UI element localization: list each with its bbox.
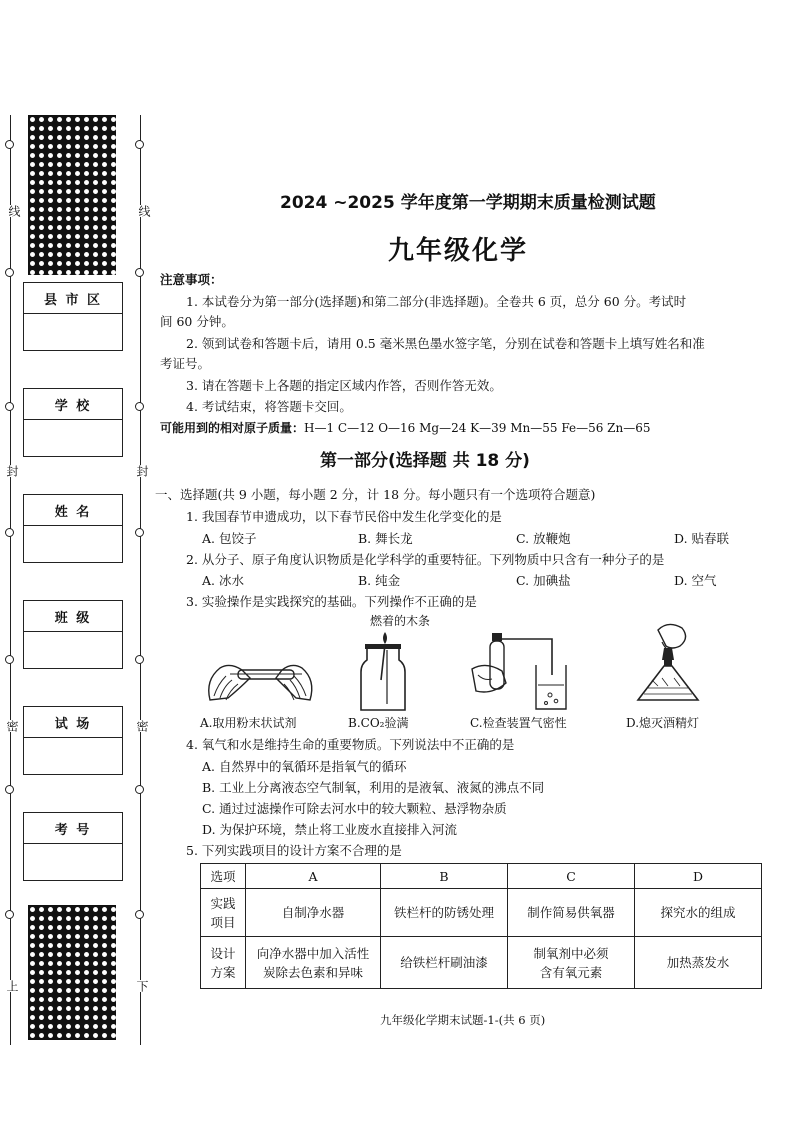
question-stem: 3. 实验操作是实践探究的基础。下列操作不正确的是 <box>186 594 477 609</box>
field-blank[interactable] <box>24 314 122 350</box>
margin-hole <box>5 655 14 664</box>
row-label: 项目 <box>210 914 236 930</box>
margin-hole <box>5 785 14 794</box>
option[interactable]: D. 空气 <box>674 573 717 588</box>
option[interactable]: A. 冰水 <box>202 573 244 588</box>
notice-line: 4. 考试结束，将答题卡交回。 <box>186 399 352 414</box>
margin-hole <box>135 785 144 794</box>
figure-co2-test <box>355 628 415 714</box>
dot-pattern-top <box>28 115 116 275</box>
notice-heading: 注意事项： <box>160 272 223 287</box>
margin-char: 线 <box>7 205 21 217</box>
cell-line: 含有氧元素 <box>539 964 603 980</box>
option[interactable]: D. 贴春联 <box>674 531 730 546</box>
notice-line: 2. 领到试卷和答题卡后，请用 0.5 毫米黑色墨水签字笔，分别在试卷和答题卡上填写姓名和准 <box>186 336 705 351</box>
margin-hole <box>5 910 14 919</box>
table-cell: 自制净水器 <box>246 889 381 937</box>
margin-line-left <box>10 115 11 1045</box>
field-exam-room <box>23 706 123 775</box>
option[interactable]: B. 纯金 <box>358 573 401 588</box>
table-cell <box>508 937 635 989</box>
table-header-cell: B <box>381 864 508 889</box>
row-label: 方案 <box>210 964 236 980</box>
field-class <box>23 600 123 669</box>
row-label: 设计 <box>210 945 236 961</box>
cell-line: 向净水器中加入活性 <box>256 945 370 961</box>
figure-airtight-check <box>462 625 572 715</box>
field-label: 班 级 <box>24 601 122 632</box>
field-label: 考 号 <box>24 813 122 844</box>
margin-line-right <box>140 115 141 1045</box>
atomic-mass-line <box>160 419 651 436</box>
row-label-cell <box>201 937 246 989</box>
option[interactable]: B. 工业上分离液态空气制氧，利用的是液氧、液氮的沸点不同 <box>202 780 545 795</box>
atomic-mass-label: 可能用到的相对原子质量： <box>160 421 305 435</box>
margin-hole <box>5 402 14 411</box>
table-header-cell: C <box>508 864 635 889</box>
figure-caption[interactable]: B.CO₂验满 <box>348 716 409 730</box>
option[interactable]: A. 自然界中的氧循环是指氧气的循环 <box>202 759 407 774</box>
field-exam-number <box>23 812 123 881</box>
atomic-mass-values: H—1 C—12 O—16 Mg—24 K—39 Mn—55 Fe—56 Zn—65 <box>304 421 651 435</box>
table-cell <box>246 937 381 989</box>
table-cell <box>635 937 762 989</box>
field-blank[interactable] <box>24 526 122 562</box>
field-county <box>23 282 123 351</box>
margin-hole <box>5 268 14 277</box>
field-label: 学 校 <box>24 389 122 420</box>
field-blank[interactable] <box>24 632 122 668</box>
figure-alcohol-lamp <box>628 620 708 712</box>
question-stem: 4. 氧气和水是维持生命的重要物质。下列说法中不正确的是 <box>186 737 515 752</box>
option[interactable]: A. 包饺子 <box>202 531 257 546</box>
table-cell: 制作简易供氧器 <box>508 889 635 937</box>
table-cell: 铁栏杆的防锈处理 <box>381 889 508 937</box>
question-stem: 5. 下列实践项目的设计方案不合理的是 <box>186 843 402 858</box>
margin-char: 上 <box>5 980 19 992</box>
figure-caption[interactable]: A.取用粉末状试剂 <box>200 716 297 730</box>
margin-char: 封 <box>135 465 149 477</box>
field-blank[interactable] <box>24 738 122 774</box>
field-label: 县 市 区 <box>24 283 122 314</box>
figure-note: 燃着的木条 <box>370 614 431 628</box>
table-header-cell: D <box>635 864 762 889</box>
question-stem: 1. 我国春节申遗成功，以下春节民俗中发生化学变化的是 <box>186 509 502 524</box>
margin-char: 密 <box>135 720 149 732</box>
margin-char: 线 <box>137 205 151 217</box>
figure-caption[interactable]: D.熄灭酒精灯 <box>626 716 700 730</box>
field-blank[interactable] <box>24 420 122 456</box>
question-stem: 2. 从分子、原子角度认识物质是化学科学的重要特征。下列物质中只含有一种分子的是 <box>186 552 665 567</box>
part1-title: 第一部分(选择题 共 18 分) <box>320 451 530 471</box>
margin-hole <box>135 268 144 277</box>
section-intro: 一、选择题(共 9 小题，每小题 2 分，计 18 分。每小题只有一个选项符合题意) <box>155 487 596 502</box>
notice-line: 1. 本试卷分为第一部分(选择题)和第二部分(非选择题)。全卷共 6 页，总分 60 分。考试时 <box>186 294 687 309</box>
cell-line: 炭除去色素和异味 <box>262 964 363 980</box>
margin-hole <box>135 402 144 411</box>
margin-char: 密 <box>5 720 19 732</box>
option[interactable]: C. 放鞭炮 <box>516 531 571 546</box>
field-name <box>23 494 123 563</box>
margin-hole <box>5 140 14 149</box>
dot-pattern-bottom <box>28 905 116 1040</box>
q5-table <box>200 863 762 989</box>
notice-line: 3. 请在答题卡上各题的指定区域内作答，否则作答无效。 <box>186 378 502 393</box>
cell-line: 制氧剂中必须 <box>533 945 609 961</box>
margin-char: 封 <box>5 465 19 477</box>
table-cell <box>381 937 508 989</box>
option[interactable]: C. 加碘盐 <box>516 573 571 588</box>
margin-hole <box>135 910 144 919</box>
option[interactable]: C. 通过过滤操作可除去河水中的较大颗粒、悬浮物杂质 <box>202 801 507 816</box>
notice-line: 间 60 分钟。 <box>160 314 234 329</box>
figure-caption[interactable]: C.检查装置气密性 <box>470 716 567 730</box>
margin-hole <box>135 528 144 537</box>
page-footer: 九年级化学期末试题-1-(共 6 页) <box>380 1013 546 1027</box>
table-header-cell: A <box>246 864 381 889</box>
table-header-cell: 选项 <box>201 864 246 889</box>
row-label: 实践 <box>210 895 236 911</box>
notice-line: 考证号。 <box>160 356 211 371</box>
margin-hole <box>5 528 14 537</box>
margin-char: 下 <box>135 980 149 992</box>
table-cell: 探究水的组成 <box>635 889 762 937</box>
field-label: 试 场 <box>24 707 122 738</box>
cell-line: 加热蒸发水 <box>666 955 730 970</box>
cell-line: 给铁栏杆刷油漆 <box>400 955 488 970</box>
field-school <box>23 388 123 457</box>
field-blank[interactable] <box>24 844 122 880</box>
subject-title: 九年级化学 <box>388 236 529 266</box>
option[interactable]: D. 为保护环境，禁止将工业废水直接排入河流 <box>202 822 458 837</box>
margin-hole <box>135 140 144 149</box>
exam-title: 2024 ~2025 学年度第一学期期末质量检测试题 <box>280 193 656 213</box>
row-label-cell <box>201 889 246 937</box>
figure-powder-reagent <box>200 640 320 712</box>
field-label: 姓 名 <box>24 495 122 526</box>
option[interactable]: B. 舞长龙 <box>358 531 413 546</box>
margin-hole <box>135 655 144 664</box>
